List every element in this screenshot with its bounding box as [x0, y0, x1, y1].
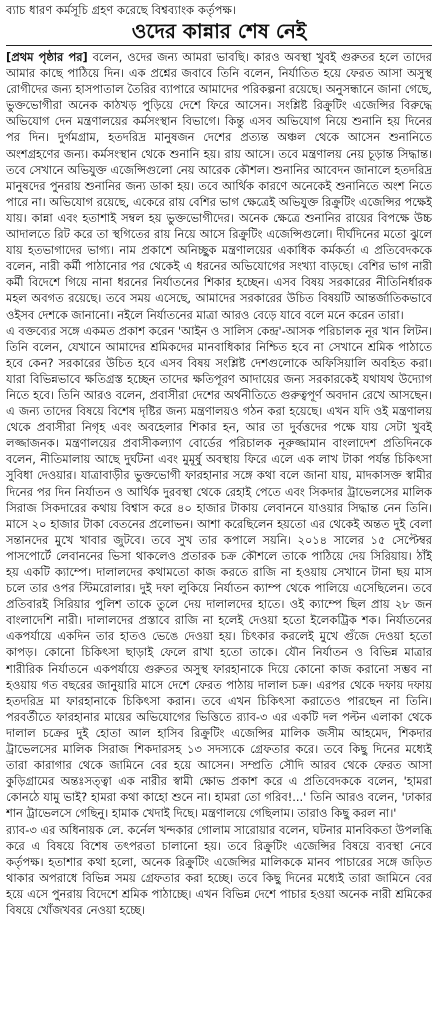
article-paragraph-1 [6, 49, 432, 323]
article-paragraph-3: র‍্যাব-৩ এর অধিনায়ক লে. কর্নেল খন্দকার গোলাম সারোয়ার বলেন, ঘটনার মানবিকতা উপলব্ধি করে এ বিষয়ে বিশেষ তৎপরতা চালানো হয়। তবে রিক্রুটিং এজেন্সির বিষয়ে ব্যবস্থা নেবে কর্তৃপক্ষ। হতাশার কথা হলো, অনেক রিক্রুটিং এজেন্সির মালিককে মানব পাচারের সঙ্গে জড়িত থাকার অপরাধে বিভিন্ন সময় গ্রেফতার করা হচ্ছে। তবে কিছু দিনের মধ্যেই তারা জামিনে বের হয়ে এসে পুনরায় বিদেশে শ্রমিক পাঠাচ্ছে। এখন বিভিন্ন দেশে পাচার হওয়া অনেক নারী শ্রমিকের বিষয়ে খোঁজখবর নেওয়া হচ্ছে। [6, 822, 432, 917]
article-body [6, 49, 432, 1021]
continuation-marker: [প্রথম পৃষ্ঠার পর] [6, 50, 88, 64]
article-headline: ওদের কান্নার শেষ নেই [131, 19, 307, 43]
article-paragraph-2: এ বক্তব্যের সঙ্গে একমত প্রকাশ করেন 'আইন ও সালিস কেন্দ্র'-আসক পরিচালক নূর খান লিটন। তিনি বলেন, যেখানে আমাদের শ্রমিকদের মানবাধিকার নিশ্চিত হবে না সেখানে শ্রমিক পাঠাতে হবে কেন? সরকারের উচিত হবে এসব বিষয় সংশ্লিষ্ট দেশগুলোকে অফিসিয়ালি অবহিত করা। যারা বিভিন্নভাবে ক্ষতিগ্রস্ত হচ্ছেন তাদের ক্ষতিপূরণ আদায়ের জন্য সরকারকেই যথাযথ উদ্যোগ নিতে হবে। তিনি আরও বলেন, প্রবাসীরা দেশের অর্থনীতিতে গুরুত্বপূর্ণ অবদান রেখে আসছেন। এ জন্য তাদের বিষয়ে বিশেষ দৃষ্টির জন্য মন্ত্রণালয়ও গঠন করা হয়েছে। এখন যদি ওই মন্ত্রণালয় থেকে প্রবাসীরা নিগৃহ এবং অবহেলার শিকার হন, আর তা দুর্বত্তদের পক্ষে যায় সেটা খুবই লজ্জাজনক। মন্ত্রণালয়ের প্রবাসীকল্যাণ বোর্ডের পরিচালক নূরুজ্জামান বাংলাদেশ প্রতিদিনকে বলেন, নীতিমালায় আছে দুর্ঘটনা এবং মুমূর্ষু অবস্থায় ফিরে এলে এক লাখ টাকা পর্যন্ত চিকিৎসা সুবিধা দেওয়ার। যাত্রাবাড়ীর ভুক্তভোগী ফারহানার সঙ্গে কথা বলে জানা যায়, মাদকাসক্ত স্বামীর দিনের পর দিন নির্যাতন ও আর্থিক দুরবস্থা থেকে রেহাই পেতে এবং সিকদার ট্রাভেলসের মালিক সিরাজ সিকদারের কথায় বিশ্বাস করে ৪০ হাজার টাকায় লেবাননে যাওয়ার সিদ্ধান্ত নেন তিনি। মাসে ২০ হাজার টাকা বেতনের প্রলোভন। আশা করেছিলেন হয়তো এর থেকেই অন্তত দুই বেলা সন্তানদের মুখে খাবার জুটবে। তবে সুখ তার কপালে সয়নি। ২০১৪ সালের ১৫ সেপ্টেম্বর পাসপোর্টে লেবাননের ভিসা থাকলেও প্রতারক চক্র কৌশলে তাকে পাঠিয়ে দেয় সিরিয়ায়। ঠাঁই হয় একটি ক্যাম্পে। দালালদের কথামতো কাজ করতে রাজি না হওয়ায় সেখানে টানা ছয় মাস চলে তার ওপর স্টিমরোলার। দুই দফা লুকিয়ে নির্যাতন ক্যাম্প থেকে পালিয়ে এসেছিলেন। তবে প্রতিবারই সিরিয়ার পুলিশ তাকে তুলে দেয় দালালদের হাতে। ওই ক্যাম্পে ছিল প্রায় ২৮ জন বাংলাদেশি নারী। দালালদের প্রস্তাবে রাজি না হলেই দেওয়া হতো ইলেকট্রিক শক। নির্যাতনের একপর্যায়ে একদিন তার হাতও ভেঙে দেওয়া হয়। চিৎকার করলেই মুখে গুঁজে দেওয়া হতো কাপড়। কোনো চিকিৎসা ছাড়াই ফেলে রাখা হতো তাকে। যৌন নির্যাতন ও বিভিন্ন মাত্রার শারীরিক নির্যাতনে একপর্যায়ে গুরুতর অসুস্থ ফারহানাকে দিয়ে কোনো কাজ করানো সম্ভব না হওয়ায় গত বছরের জানুয়ারি মাসে দেশে ফেরত পাঠায় দালাল চক্র। এরপর থেকে দফায় দফায় হতদরিদ্র মা ফারহানাকে চিকিৎসা করান। তবে এখন চিকিৎসা করাতেও পারছেন না তিনি। পরবর্তীতে ফারহানার মায়ের অভিযোগের ভিত্তিতে র‍্যাব-৩ এর একটি দল পল্টন এলাকা থেকে দালাল চক্রের দুই হোতা আল হাসিব রিক্রুটিং এজেন্সির মালিক জসীম আহমেদ, শিকদার ট্রাভেলসের মালিক সিরাজ শিকদারসহ ১৩ সদস্যকে গ্রেফতার করে। তবে কিছু দিনের মধ্যেই তারা কারাগার থেকে জামিনে বের হয়ে আসেন। সম্প্রতি সৌদি আরব থেকে ফেরত আসা কুড়িগ্রামের অন্তঃসত্ত্বা এক নারীর স্বামী ক্ষোভ প্রকাশ করে এ প্রতিবেদককে বলেন, 'হামরা কোনঠে যামু ভাই? হামরা কথা কাহো শুনে না। হামরা তো গরিব!...' তিনি আরও বলেন, 'ঢাকার শান ট্রাভেলসে গেছিনু। হামাক খেদাই দিছে। মন্ত্রণালয়ে গেছিলাম। তারাও কিছু করল না।' [6, 323, 432, 821]
previous-article-tail: ব্যাচ ধারণ কর্মসূচি গ্রহণ করেছে বিশ্বব্যাংক কর্তৃপক্ষ। [6, 3, 237, 17]
article-paragraph-1-text: বলেন, ওদের জন্য আমরা ভাবছি। কারও অবস্থা খুবই গুরুতর হলে তাদের আমার কাছে পাঠিয়ে দিন। এক প্রশ্নের জবাবে তিনি বলেন, নির্যাতিত হয়ে ফেরত আসা অসুস্থ রোগীদের জন্য হাসপাতাল তৈরির ব্যাপারে আমাদের পরিকল্পনা রয়েছে। অনুসন্ধানে জানা গেছে, ভুক্তভোগীরা অনেক কাঠখড় পুড়িয়ে দেশে ফিরে আসেন। সংশ্লিষ্ট রিক্রুটিং এজেন্সির বিরুদ্ধে অভিযোগ দেন মন্ত্রণালয়ের কর্মসংস্থান বিভাগে। কিন্তু এসব অভিযোগ নিয়ে শুনানি হয় দিনের পর দিন। দুর্গমগ্রাম, হতদরিদ্র মানুষজন দেশের প্রত্যন্ত অঞ্চল থেকে আসেন শুনানিতে অংশগ্রহণের জন্য। কর্মসংস্থান থেকে শুনানি হয়। রায় আসে। তবে মন্ত্রণালয় নেয় চূড়ান্ত সিদ্ধান্ত। তবে সেখানে অভিযুক্ত এজেন্সিগুলো নেয় আরেক কৌশল। শুনানির আবেদন জানালে হতদরিদ্র মানুষদের পুনরায় শুনানির জন্য ডাকা হয়। তবে আর্থিক কারণে অনেকেই শুনানিতে অংশ নিতে পারে না। অভিযোগ রয়েছে, একেরে রায় বেশির ভাগ ক্ষেত্রেই অভিযুক্ত রিক্রুটিং এজেন্সির পক্ষেই যায়। কান্না এবং হতাশাই সম্বল হয় ভুক্তভোগীদের। অনেক ক্ষেত্রে শুনানির রায়ের বিপক্ষে উচ্চ আদালতে রিট করে তা স্থগিতের রায় নিয়ে আসে রিক্রুটিং এজেন্সিগুলো। দীর্ঘদিনের মতো ঝুলে যায় হতভাগাদের ভাগ্য। নাম প্রকাশে অনিচ্ছুক মন্ত্রণালয়ের একাধিক কর্মকর্তা এ প্রতিবেদককে বলেন, নারী কর্মী পাঠানোর পর থেকেই এ ধরনের অভিযোগের সংখ্যা বাড়ছে। বেশির ভাগ নারী কর্মী বিদেশে গিয়ে নানা ধরনের নির্যাতনের শিকার হচ্ছেন। এসব বিষয় সরকারের নীতিনির্ধারক মহল অবগত রয়েছে। তবে সময় এসেছে, আমাদের সরকারের উচিত বিষয়টি আন্তর্জাতিকভাবে ওইসব দেশকে জানানো। নইলে নির্যাতনের মাত্রা আরও বেড়ে যাবে বলে মনে করেন তারা। [6, 50, 432, 322]
headline-divider [6, 45, 432, 46]
